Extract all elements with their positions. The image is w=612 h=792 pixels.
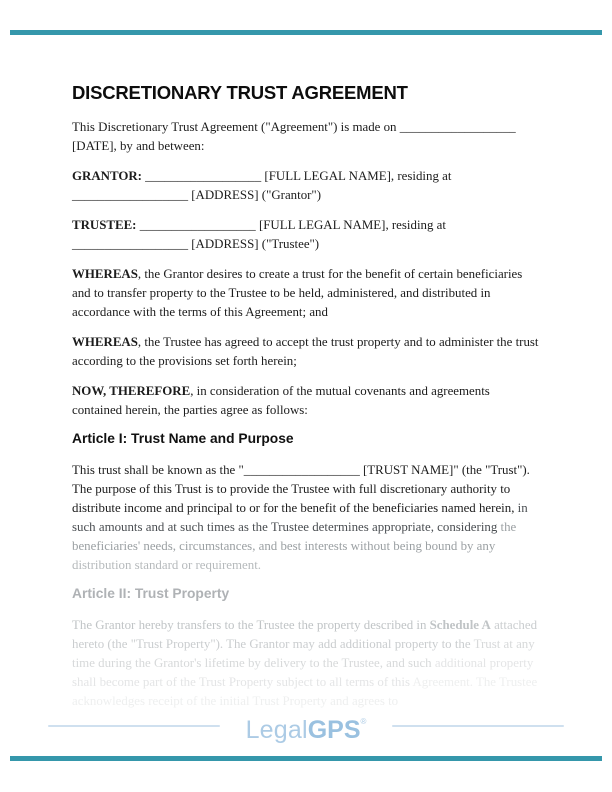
logo-text-gps: GPS bbox=[307, 716, 361, 744]
legalgps-logo bbox=[246, 709, 367, 743]
article-2-text-line1: The Grantor hereby transfers to the Trustee the property described in bbox=[72, 618, 430, 632]
article-2-text-line4: additional property shall become part of the Trust Property subject to all terms of this bbox=[72, 656, 534, 689]
now-therefore-paragraph bbox=[72, 382, 542, 420]
schedule-a-reference: Schedule A bbox=[429, 618, 491, 632]
date-blank: __________________ bbox=[399, 120, 516, 134]
footer bbox=[0, 704, 612, 748]
now-therefore-keyword: NOW, THEREFORE bbox=[72, 384, 191, 398]
article-1-text-faded: the beneficiaries' needs, circumstances, and best interests without being bound by any bbox=[72, 520, 517, 553]
top-accent-bar bbox=[10, 30, 602, 35]
grantor-middle-text: [FULL LEGAL NAME], residing at bbox=[264, 169, 452, 183]
whereas-2-keyword: WHEREAS bbox=[72, 335, 138, 349]
document-body bbox=[72, 84, 542, 722]
article-1-text: This trust shall be known as the "__________________ [TRUST NAME]" (the "Trust"). The purpose of this Trust is to provide the Trustee with full discretionary authority to distribute income and principal to or for the benefit of the beneficiaries named herein, bbox=[72, 463, 530, 515]
bottom-accent-bar bbox=[10, 756, 602, 761]
trustee-label: TRUSTEE: bbox=[72, 218, 137, 232]
whereas-1-text: , the Grantor desires to create a trust for the benefit of certain beneficiaries and to transfer property to the Trustee to be held, administered, and distributed in accordance with the terms of this Agreement; and bbox=[72, 267, 523, 319]
footer-rule-right bbox=[392, 725, 564, 727]
grantor-paragraph bbox=[72, 167, 542, 205]
article-2-paragraph bbox=[72, 616, 542, 711]
article-2-text-line3: Trust at any time during the Grantor's lifetime by delivery to the Trustee, and such bbox=[72, 637, 535, 670]
trustee-suffix-text: [ADDRESS] ("Trustee") bbox=[188, 237, 320, 251]
footer-rule-left bbox=[48, 725, 220, 727]
trustee-middle-text: [FULL LEGAL NAME], residing at bbox=[258, 218, 446, 232]
article-2-text-line5: Agreement. The Trustee acknowledges receipt of the initial Trust Property and agrees to bbox=[72, 675, 538, 708]
article-2-text-line2: attached hereto (the "Trust Property"). The Grantor may add additional property to the bbox=[72, 618, 538, 651]
whereas-1-keyword: WHEREAS bbox=[72, 267, 138, 281]
trustee-name-blank: __________________ bbox=[136, 218, 259, 232]
whereas-1-paragraph bbox=[72, 265, 542, 322]
article-2-heading: Article II: Trust Property bbox=[72, 586, 230, 601]
grantor-address-blank: __________________ bbox=[72, 188, 189, 202]
trustee-paragraph bbox=[72, 216, 542, 254]
article-1-heading: Article I: Trust Name and Purpose bbox=[72, 431, 294, 446]
article-1-paragraph bbox=[72, 461, 542, 575]
registered-trademark-icon: ® bbox=[360, 717, 367, 726]
now-therefore-text: , in consideration of the mutual covenants and agreements contained herein, the parties agree as follows: bbox=[72, 384, 490, 417]
grantor-name-blank: __________________ bbox=[141, 169, 265, 183]
document-title: DISCRETIONARY TRUST AGREEMENT bbox=[72, 82, 408, 103]
whereas-2-paragraph bbox=[72, 333, 542, 371]
grantor-label: GRANTOR: bbox=[72, 169, 142, 183]
intro-text: This Discretionary Trust Agreement ("Agreement") is made on bbox=[72, 120, 400, 134]
intro-text-after: [DATE], by and between: bbox=[72, 139, 205, 153]
article-1-text-mid: in such amounts and at such times as the Trustee determines appropriate, considering bbox=[72, 501, 528, 534]
intro-paragraph bbox=[72, 118, 542, 156]
whereas-2-text: , the Trustee has agreed to accept the trust property and to administer the trust according to the provisions set forth herein; bbox=[72, 335, 539, 368]
grantor-suffix-text: [ADDRESS] ("Grantor") bbox=[188, 188, 321, 202]
trustee-address-blank: __________________ bbox=[72, 237, 189, 251]
logo-text-legal: Legal bbox=[245, 716, 308, 744]
article-1-text-faded-more: distribution standard or requirement. bbox=[72, 558, 262, 572]
